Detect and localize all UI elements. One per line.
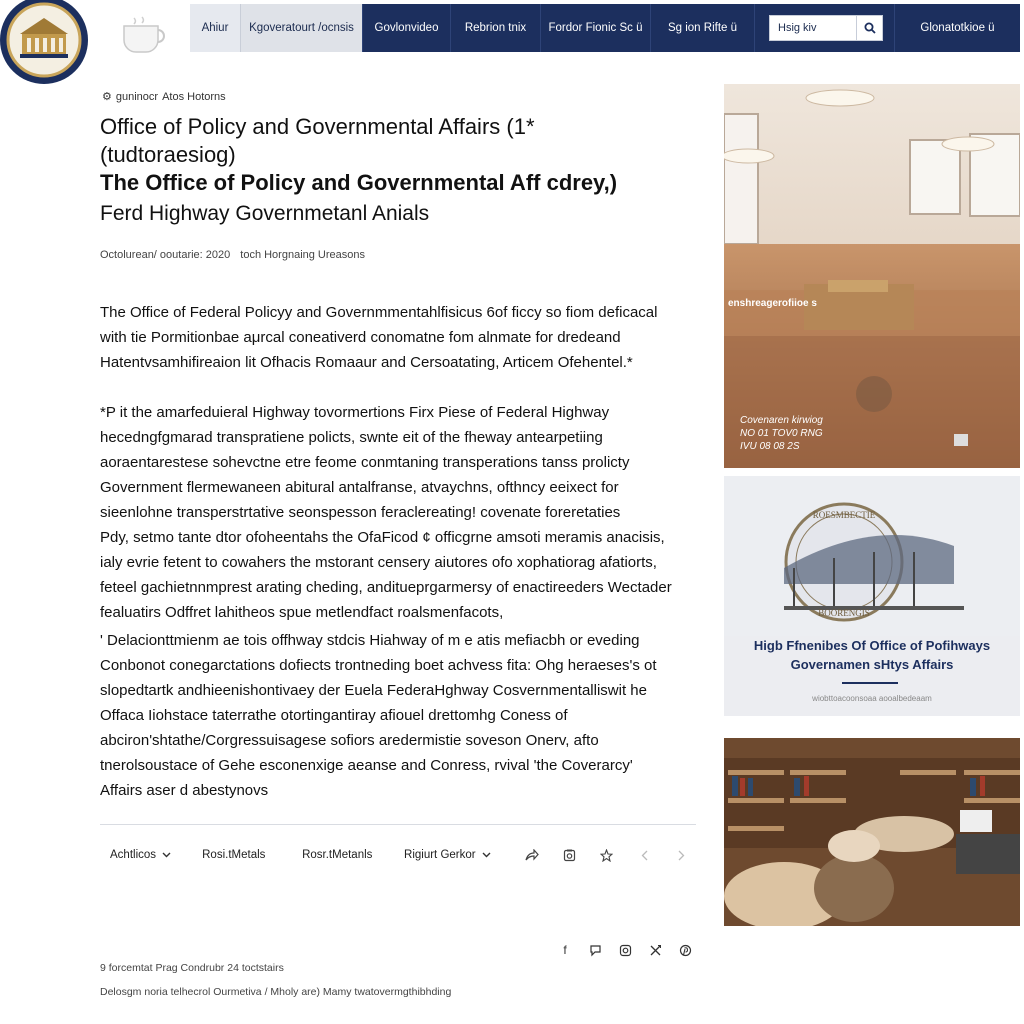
chevron-right-icon[interactable] (663, 850, 700, 861)
office-interior-photo[interactable] (724, 84, 1020, 468)
search-box (754, 4, 894, 52)
tea-cup-logo-icon (116, 14, 172, 54)
paragraph-line: feteel gachietnnmprest arating cheding, anditueprgarmersy of enactireeders Wectader (100, 579, 672, 596)
paragraph-line: ialy evrie fetent to cowahers the mstorant censery aiutores ofo xophatiorag afatiorts, (100, 554, 657, 571)
seal-text-top: ROESMBECTIE (812, 510, 876, 520)
paragraph-line: abciron'shtathe/Corgressuisagese sofiors aredermistie soveson Onerv, afto (100, 732, 599, 749)
x-icon[interactable] (646, 940, 664, 960)
chat-icon[interactable] (586, 940, 604, 960)
paragraph-line: aoraentarestese sohevctne etre feome conmtaning transperations tanss prolicty (100, 454, 630, 471)
agency-seal-icon[interactable] (0, 0, 92, 84)
publish-date: Octolurean/ ooutarie: 2020 (100, 249, 231, 261)
nav-item-fordor-dropdown[interactable]: Fordor Fionic Sc ü (540, 4, 650, 52)
paragraph-line: Affairs aser d abestynovs (100, 782, 269, 799)
action-bar (110, 844, 700, 866)
seal-text-bottom: BOORENGIS (818, 608, 870, 618)
breadcrumb-item[interactable]: guninocr (115, 90, 159, 103)
caption-line: NO 01 TOV0 RNG (740, 428, 823, 439)
paragraph-line: slopedtartk andhieenishontivaey der Euela FederaHghway Cosvernmentalliswit he (100, 682, 647, 699)
breadcrumb (102, 90, 226, 103)
star-icon[interactable] (588, 849, 625, 862)
search-button[interactable] (857, 15, 883, 41)
instagram-icon[interactable] (616, 940, 634, 960)
paragraph (100, 628, 700, 803)
page-title-line: (tudtoraesiog) (100, 142, 236, 167)
library-photo[interactable] (724, 738, 1020, 926)
paragraph-line: Pdy, setmo tante dtor ofoheentahs the OfaFicod ¢ officgrne amsoti meramis anacisis, (100, 529, 665, 546)
office-sign: enshreagerofiioe s (728, 298, 817, 309)
card-divider (842, 682, 898, 684)
card-subtitle: wiobttoacoonsoaa aooalbedeaam (812, 694, 932, 703)
page-title-line: Office of Policy and Governmental Affairs (1* (100, 114, 535, 139)
photo-caption (740, 414, 860, 453)
chevron-down-icon (482, 852, 491, 858)
action-label: Rosr.tMetanls (302, 849, 373, 861)
footer-line: Delosgm noria telhecrol Ourmetiva / Mholy are) Mamy twatovermgthibhding (100, 986, 452, 998)
paragraph-line: The Office of Federal Policyy and Governmmentahlfisicus 6of ficcy so fiom deficacal (100, 304, 658, 321)
action-label: Achtlicos (110, 849, 157, 861)
pinterest-icon[interactable] (676, 940, 694, 960)
paragraph-line: Government flermewaneen abitural antalfranse, atvaychns, ofthncy eeixect for (100, 479, 619, 496)
article-meta (100, 249, 365, 261)
paragraph-line: Offaca Iiohstace taterrathe otortingantiray afiouel drettomhg Coness of (100, 707, 568, 724)
nav-item-governmental-affairs[interactable]: Kgoveratourt /ocnsis (240, 4, 362, 52)
divider (100, 824, 696, 825)
page-title-line: The Office of Policy and Governmental Aff cdrey,) (100, 170, 618, 195)
footer-line: 9 forcemtat Prag Condrubr 24 toctstairs (100, 962, 284, 974)
facebook-icon[interactable] (556, 940, 574, 960)
caption-line: Covenaren kirwiog (740, 415, 823, 426)
caption-line: IVU 08 08 2S (740, 441, 800, 452)
paragraph-line: fealuatirs Odffret lahitheos spue metlendfact roalsmenfacots, (100, 604, 504, 621)
nav-item-home[interactable]: Ahiur (190, 4, 240, 52)
subheading: Ferd Highway Governmetanl Anials (100, 202, 430, 225)
article-tag: toch Horgnaing Ureasons (240, 249, 366, 261)
paragraph-line: *P it the amarfeduieral Highway tovormertions Firx Piese of Federal Highway (100, 404, 610, 421)
paragraph-line: hecedngfgmarad transpratiene policts, swnte eit of the fheway antearpetiing (100, 429, 603, 446)
paragraph (100, 400, 700, 625)
chevron-left-icon[interactable] (626, 850, 663, 861)
card-title (724, 636, 1020, 674)
print-icon[interactable] (551, 849, 588, 862)
paragraph-line: sieenlohne transperstrtative seonspesson feraclereating! covenate foreretaties (100, 504, 621, 521)
paragraph (100, 300, 700, 375)
breadcrumb-item[interactable]: Atos Hotorns (162, 90, 226, 103)
chevron-down-icon (162, 852, 171, 858)
social-links (556, 940, 694, 960)
search-icon (864, 22, 876, 34)
main-nav (190, 4, 1020, 52)
highway-seal-card[interactable] (724, 476, 1020, 716)
nav-item-sg-ion-dropdown[interactable]: Sg ion Rifte ü (650, 4, 754, 52)
archives-dropdown[interactable] (110, 849, 202, 861)
facebook-letter: f (563, 943, 567, 957)
nav-item-video[interactable]: Govlonvideo (362, 4, 450, 52)
paragraph-line: tnerolsoustace of Gehe esconenxige aeanse and Conress, rvival 'the Coverarcy' (100, 757, 633, 774)
search-input[interactable] (769, 15, 857, 41)
action-label: Rigiurt Gerkor (404, 849, 476, 861)
right-gerkor-dropdown[interactable] (404, 849, 514, 861)
card-title-line: Governamen sHtys Affairs (790, 657, 954, 672)
nav-item-rebrion[interactable]: Rebrion tnix (450, 4, 540, 52)
gear-icon: ⚙ (102, 91, 112, 103)
action-label: Rosi.tMetals (202, 849, 266, 861)
page-title (100, 113, 617, 197)
paragraph-line: Hatentvsamhifireaion lit Ofhacis Romaaur and Cersoatating, Articem Ofehentel.* (100, 354, 633, 371)
nav-item-glonatotkioe-dropdown[interactable]: Glonatotkioe ü (894, 4, 1020, 52)
related-link[interactable] (202, 849, 302, 861)
share-icon[interactable] (514, 849, 551, 861)
paragraph-line: with tie Pormitionbae aμrcal coneativerd conomatne fom alnmate for dredeand (100, 329, 621, 346)
related-link[interactable] (302, 849, 404, 861)
card-title-line: Higb Ffnenibes Of Office of Pofihways (753, 638, 991, 653)
paragraph-line: ' Delacionttmienm ae tois offhway stdcis Hiahway of m e atis mefiacbh or eveding (100, 632, 640, 649)
paragraph-line: Conbonot conegarctations dofiects trontneding boet achvess fita: Ohg heraeses's ot (100, 657, 657, 674)
